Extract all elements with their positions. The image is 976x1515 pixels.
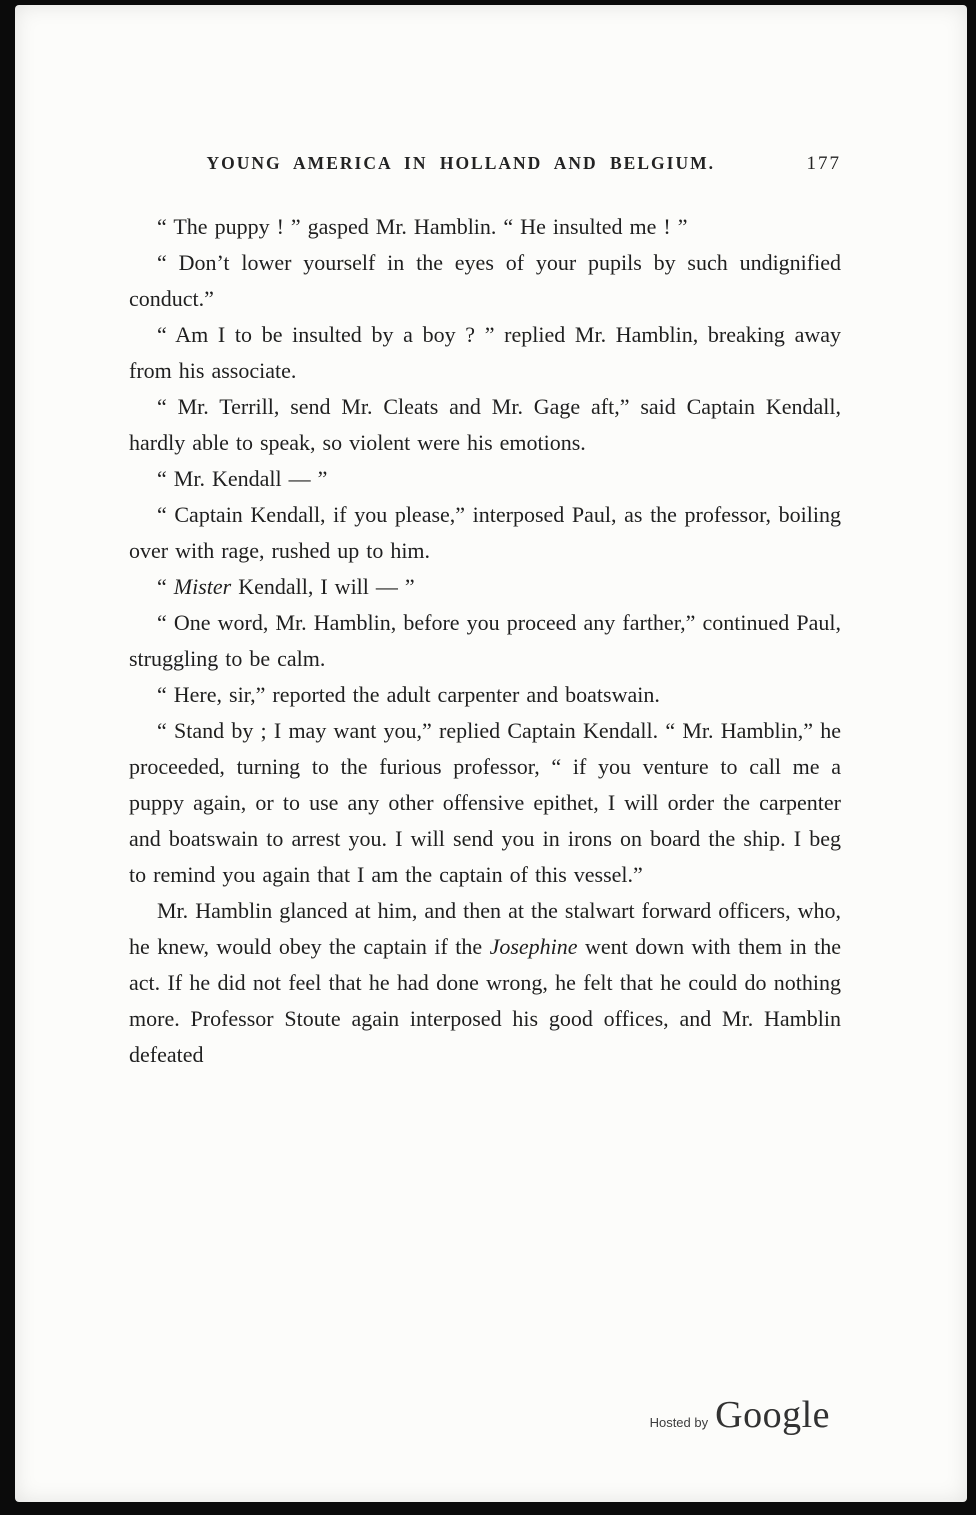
paragraph xyxy=(129,893,841,1073)
page-number: 177 xyxy=(806,153,841,174)
hosted-by-label: Hosted by xyxy=(649,1415,709,1430)
text-segment: Mr. Hamblin glanced at him, and then at the stalwart forward officers, who, he knew, would obey the captain if the xyxy=(129,898,841,959)
page-header xyxy=(129,153,841,175)
running-title: YOUNG AMERICA IN HOLLAND AND BELGIUM. xyxy=(206,153,715,173)
scanned-book-page xyxy=(15,5,967,1502)
paragraph xyxy=(129,677,841,713)
text-segment: “ Mr. Kendall — ” xyxy=(157,466,328,491)
text-segment: “ Here, sir,” reported the adult carpenter and boatswain. xyxy=(157,682,660,707)
paragraph xyxy=(129,317,841,389)
paragraph xyxy=(129,605,841,677)
page-text xyxy=(129,209,841,1073)
text-segment: “ Don’t lower yourself in the eyes of your pupils by such undignified conduct.” xyxy=(129,250,841,311)
paragraph xyxy=(129,713,841,893)
italic-text-segment: Josephine xyxy=(489,934,578,959)
paragraph xyxy=(129,569,841,605)
paragraph xyxy=(129,209,841,245)
text-segment: went down with them in the act. If he did not feel that he had done wrong, he felt that he could do nothing more. Professor Stoute again interposed his good offices, and Mr. Hamblin defeated xyxy=(129,934,841,1067)
text-segment: “ Stand by ; I may want you,” replied Captain Kendall. “ Mr. Hamblin,” he proceeded, turning to the furious professor, “ if you venture to call me a puppy again, or to use any other offensive epithet, I will order the carpenter and boatswain to arrest you. I will send you in irons on board the ship. I beg to remind you again that I am the captain of this vessel.” xyxy=(129,718,841,887)
text-segment: “ The puppy ! ” gasped Mr. Hamblin. “ He insulted me ! ” xyxy=(157,214,688,239)
italic-text-segment: Mister xyxy=(173,574,232,599)
text-segment: Kendall, I will — ” xyxy=(231,574,415,599)
paragraph xyxy=(129,389,841,461)
text-segment: “ Am I to be insulted by a boy ? ” replied Mr. Hamblin, breaking away from his associate. xyxy=(129,322,841,383)
text-segment: “ One word, Mr. Hamblin, before you proceed any farther,” continued Paul, struggling to be calm. xyxy=(129,610,841,671)
paragraph xyxy=(129,497,841,569)
text-segment: “ xyxy=(157,574,174,599)
text-segment: “ Mr. Terrill, send Mr. Cleats and Mr. Gage aft,” said Captain Kendall, hardly able to speak, so violent were his emotions. xyxy=(129,394,841,455)
footer-watermark xyxy=(650,1396,830,1434)
paragraph xyxy=(129,245,841,317)
paragraph xyxy=(129,461,841,497)
google-logo: Google xyxy=(715,1394,830,1436)
text-segment: “ Captain Kendall, if you please,” interposed Paul, as the professor, boiling over with rage, rushed up to him. xyxy=(129,502,841,563)
